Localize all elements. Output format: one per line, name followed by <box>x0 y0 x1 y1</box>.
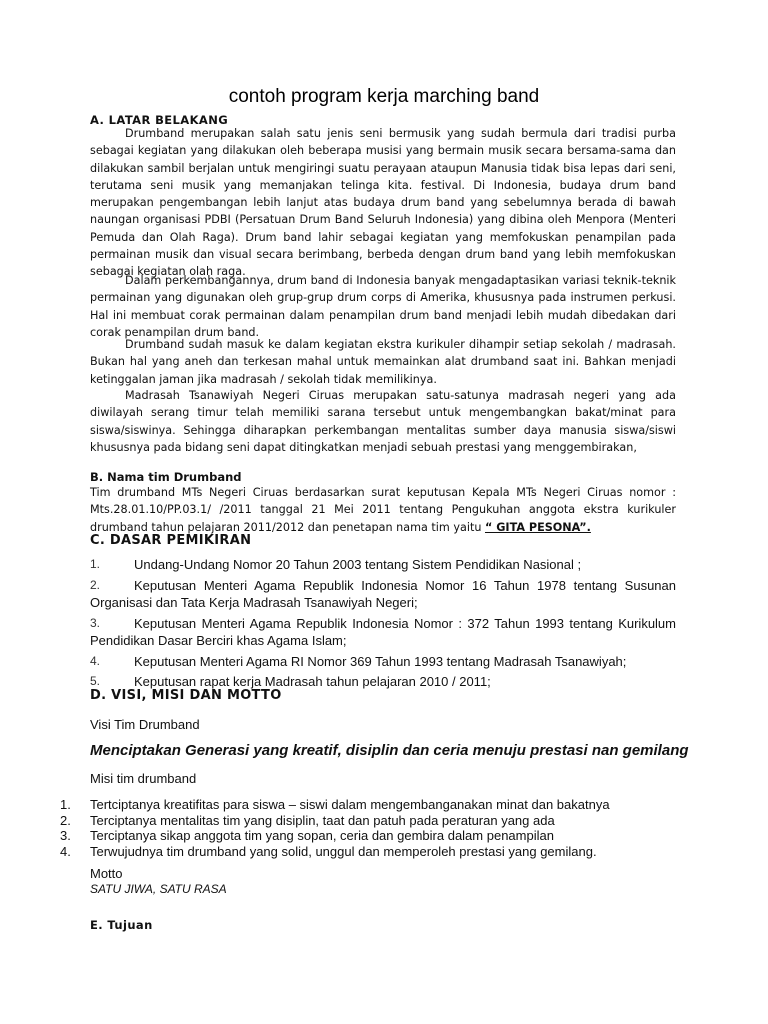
section-a-paragraph-1: Drumband merupakan salah satu jenis seni bermusik yang sudah bermula dari tradisi purba sebagai kegiatan yang dilakukan oleh beberapa musisi yang bermain musik secara bersama-sama dan dilakukan sambil berjalan untuk mengiringi suatu perayaan ataupun Manusia tidak bisa lepas dari seni, terutama seni musik yang memanjakan telinga kita. festival. Di Indonesia, budaya drum band merupakan pengembangan lebih lanjut atas budaya drum band yang sebelumnya berada di bawah naungan organisasi PDBI (Persatuan Drum Band Seluruh Indonesia) yang dibina oleh Menpora (Menteri Pemuda dan Olah Raga). Drum band lahir sebagai kegiatan yang memfokuskan penampilan pada permainan musik dan visual secara berimbang, berbeda dengan drum band yang lebih memfokuskan sebagai kegiatan olah raga. <box>90 127 676 279</box>
list-item: 4. Keputusan Menteri Agama RI Nomor 369 Tahun 1993 tentang Madrasah Tsanawiyah; <box>90 653 627 669</box>
list-item: 1. Undang-Undang Nomor 20 Tahun 2003 tentang Sistem Pendidikan Nasional ; <box>90 557 582 572</box>
section-e-heading: E. Tujuan <box>90 918 153 932</box>
list-item: 5. Keputusan rapat kerja Madrasah tahun pelajaran 2010 / 2011; <box>90 674 491 689</box>
section-a-paragraph-3: Drumband sudah masuk ke dalam kegiatan ekstra kurikuler dihampir setiap sekolah / madrasah. Bukan hal yang aneh dan terkesan mahal untuk memainkan alat drumband saat ini. Bahkan menjadi ketinggalan jaman jika madrasah / sekolah tidak memilikinya. <box>90 338 676 386</box>
visi-label: Visi Tim Drumband <box>90 717 200 732</box>
section-b-text: Tim drumband MTs Negeri Ciruas berdasarkan surat keputusan Kepala MTs Negeri Ciruas nomor : Mts.28.01.10/PP.03.1/ /2011 tanggal 21 Mei 2011 tentang Pengukuhan anggota ekstra kurikuler drumband tahun pelajaran 2011/2012 dan penetapan nama tim yaitu <box>90 486 676 534</box>
list-item: 1. Tertciptanya kreatifitas para siswa – siswi dalam mengembanganakan minat dan bakatnya <box>60 797 610 812</box>
section-a-paragraph-2: Dalam perkembangannya, drum band di Indonesia banyak mengadaptasikan variasi teknik-teknik permainan yang digunakan oleh grup-grup drum corps di Amerika, khususnya pada instrumen perkusi. Hal ini membuat corak permainan dalam penampilan drum band menjadi lebih mudah dibedakan dari corak penampilan drum band. <box>90 274 676 339</box>
list-item: 2. Keputusan Menteri Agama Republik Indonesia Nomor 16 Tahun 1978 tentang Susunan Organisasi dan Tata Kerja Madrasah Tsanawiyah Negeri; <box>90 577 676 610</box>
section-a-heading: A. LATAR BELAKANG <box>90 113 229 127</box>
list-item: 3. Terciptanya sikap anggota tim yang sopan, ceria dan gembira dalam penampilan <box>60 828 554 843</box>
misi-list <box>60 797 610 859</box>
visi-text: Menciptakan Generasi yang kreatif, disiplin dan ceria menuju prestasi nan gemilang <box>90 742 689 759</box>
list-item: 2. Terciptanya mentalitas tim yang disiplin, taat dan patuh pada peraturan yang ada <box>60 812 555 828</box>
team-name: “ GITA PESONA”. <box>484 520 591 534</box>
section-a-paragraph-4: Madrasah Tsanawiyah Negeri Ciruas merupakan satu-satunya madrasah negeri yang ada diwilayah serang timur telah memiliki sarana tersebut untuk mengembangkan bakat/minat para siswa/siswinya. Sehingga diharapkan perkembangan mentalitas sumber daya manusia siswa/siswi khususnya pada bidang seni dapat ditingkatkan menjadi sebuah prestasi yang menggembirakan, <box>90 389 676 454</box>
document-title: contoh program kerja marching band <box>228 86 540 107</box>
list-item: 4. Terwujudnya tim drumband yang solid, unggul dan memperoleh prestasi yang gemilang. <box>60 843 597 859</box>
misi-label: Misi tim drumband <box>90 771 197 786</box>
motto-text: SATU JIWA, SATU RASA <box>90 882 227 896</box>
section-c-heading: C. DASAR PEMIKIRAN <box>90 533 252 548</box>
list-item: 3. Keputusan Menteri Agama Republik Indonesia Nomor : 372 Tahun 1993 tentang Kurikulum Pendidikan Dasar Berciri khas Agama Islam; <box>90 615 676 648</box>
section-b-heading: B. Nama tim Drumband <box>90 470 242 484</box>
motto-label: Motto <box>90 866 123 881</box>
section-b-paragraph <box>90 484 676 536</box>
section-d-heading: D. VISI, MISI DAN MOTTO <box>90 688 282 703</box>
dasar-pemikiran-list <box>90 556 676 694</box>
